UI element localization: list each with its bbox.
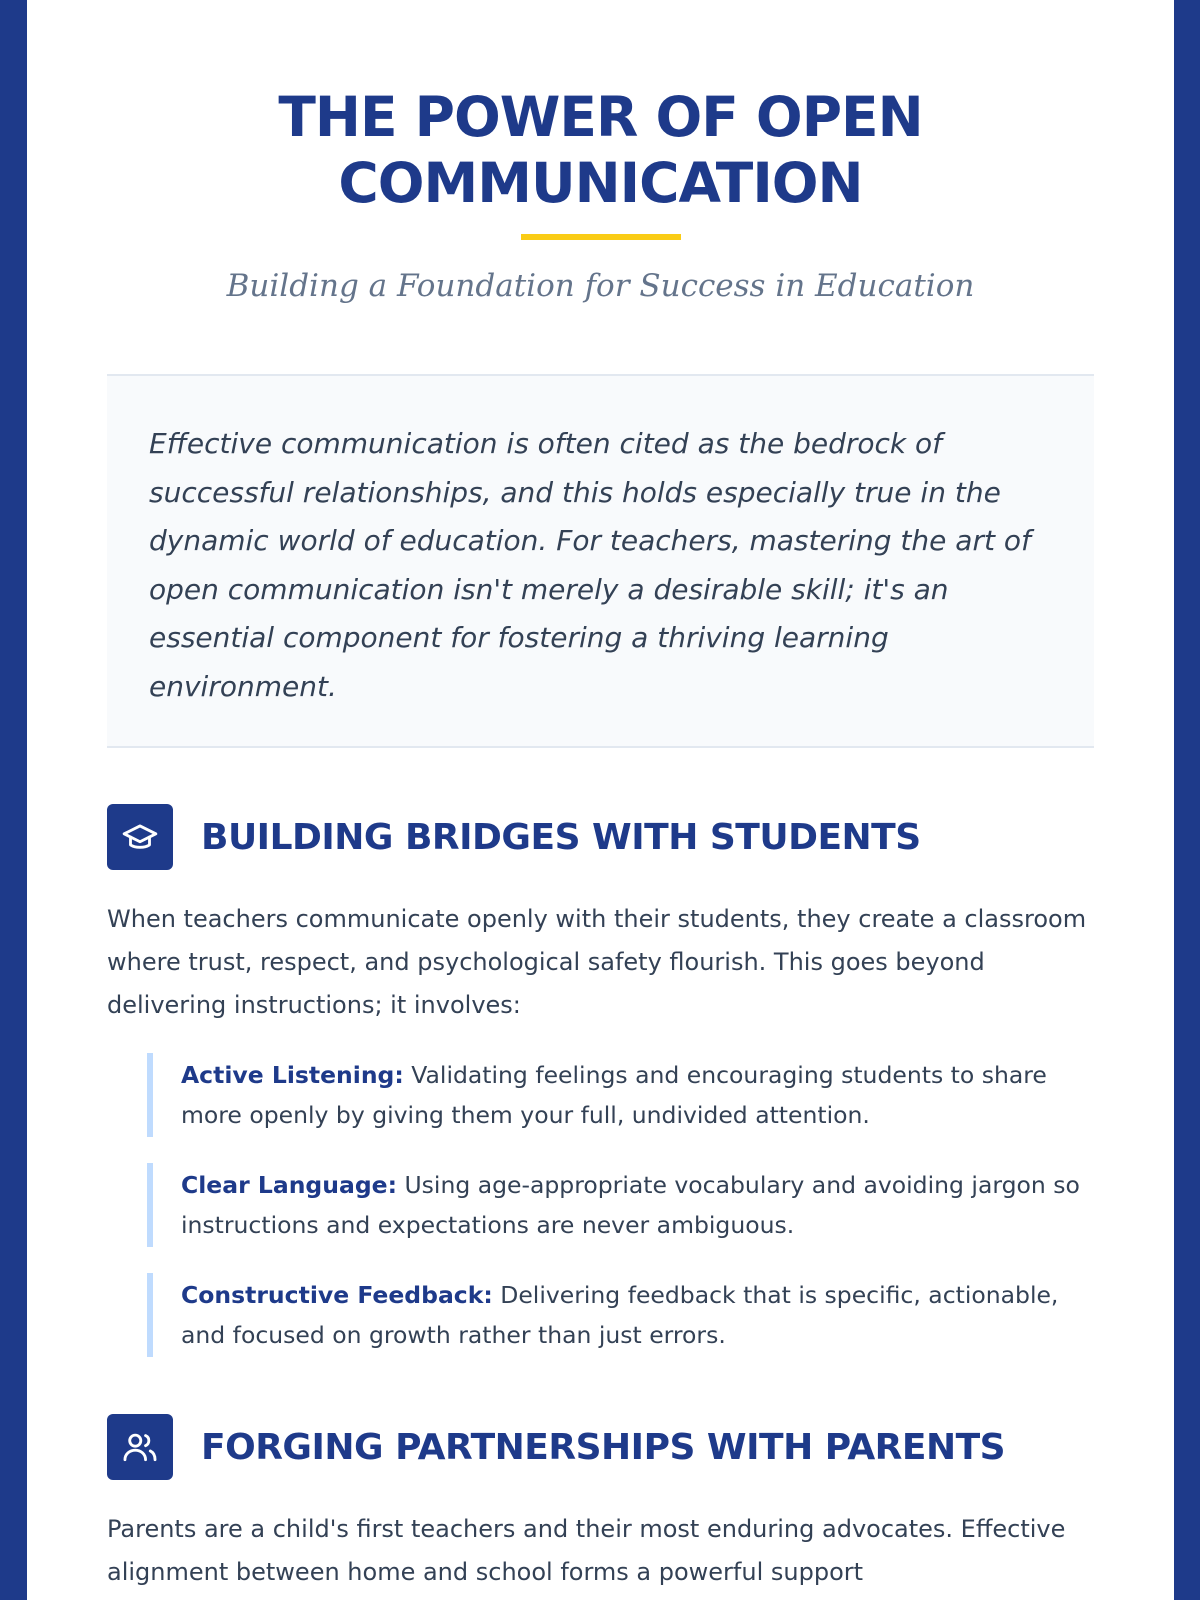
document-page <box>27 0 1174 1600</box>
list-item <box>147 1053 1097 1137</box>
list-item <box>147 1163 1097 1247</box>
section-heading <box>107 1414 1097 1480</box>
section-title: FORGING PARTNERSHIPS WITH PARENTS <box>201 1426 1006 1468</box>
section-students <box>107 804 1097 1383</box>
point-label: Constructive Feedback: <box>181 1281 493 1309</box>
section-body: Parents are a child's first teachers and their most enduring advocates. Effective alignment between home and school forms a powerful support <box>107 1515 1066 1586</box>
point-text: Validating feelings and encouraging students to share more openly by giving them your full, undivided attention. <box>181 1061 1047 1129</box>
points-list <box>147 1053 1097 1357</box>
page-title: THE POWER OF OPEN COMMUNICATION <box>278 85 923 215</box>
point-text: Delivering feedback that is specific, actionable, and focused on growth rather than just errors. <box>181 1281 1059 1349</box>
section-parents <box>107 1414 1097 1594</box>
section-title: BUILDING BRIDGES WITH STUDENTS <box>201 816 921 858</box>
page-subtitle: Building a Foundation for Success in Education <box>226 268 975 304</box>
title-underline <box>521 234 681 240</box>
users-icon <box>107 1414 173 1480</box>
list-item <box>147 1273 1097 1357</box>
point-label: Active Listening: <box>181 1061 404 1089</box>
section-heading <box>107 804 1097 870</box>
header <box>27 0 1174 304</box>
point-label: Clear Language: <box>181 1171 397 1199</box>
graduation-cap-icon <box>107 804 173 870</box>
intro-callout: Effective communication is often cited as the bedrock of successful relationships, and this holds especially true in the dynamic world of education. For teachers, mastering the art of open communication isn't merely a desirable skill; it's an essential component for fostering a thriving learning environment. <box>107 374 1094 748</box>
point-text: Using age-appropriate vocabulary and avoiding jargon so instructions and expectations are never ambiguous. <box>181 1171 1080 1239</box>
section-body: When teachers communicate openly with their students, they create a classroom where trust, respect, and psychological safety flourish. This goes beyond delivering instructions; it involves: <box>107 905 1087 1019</box>
